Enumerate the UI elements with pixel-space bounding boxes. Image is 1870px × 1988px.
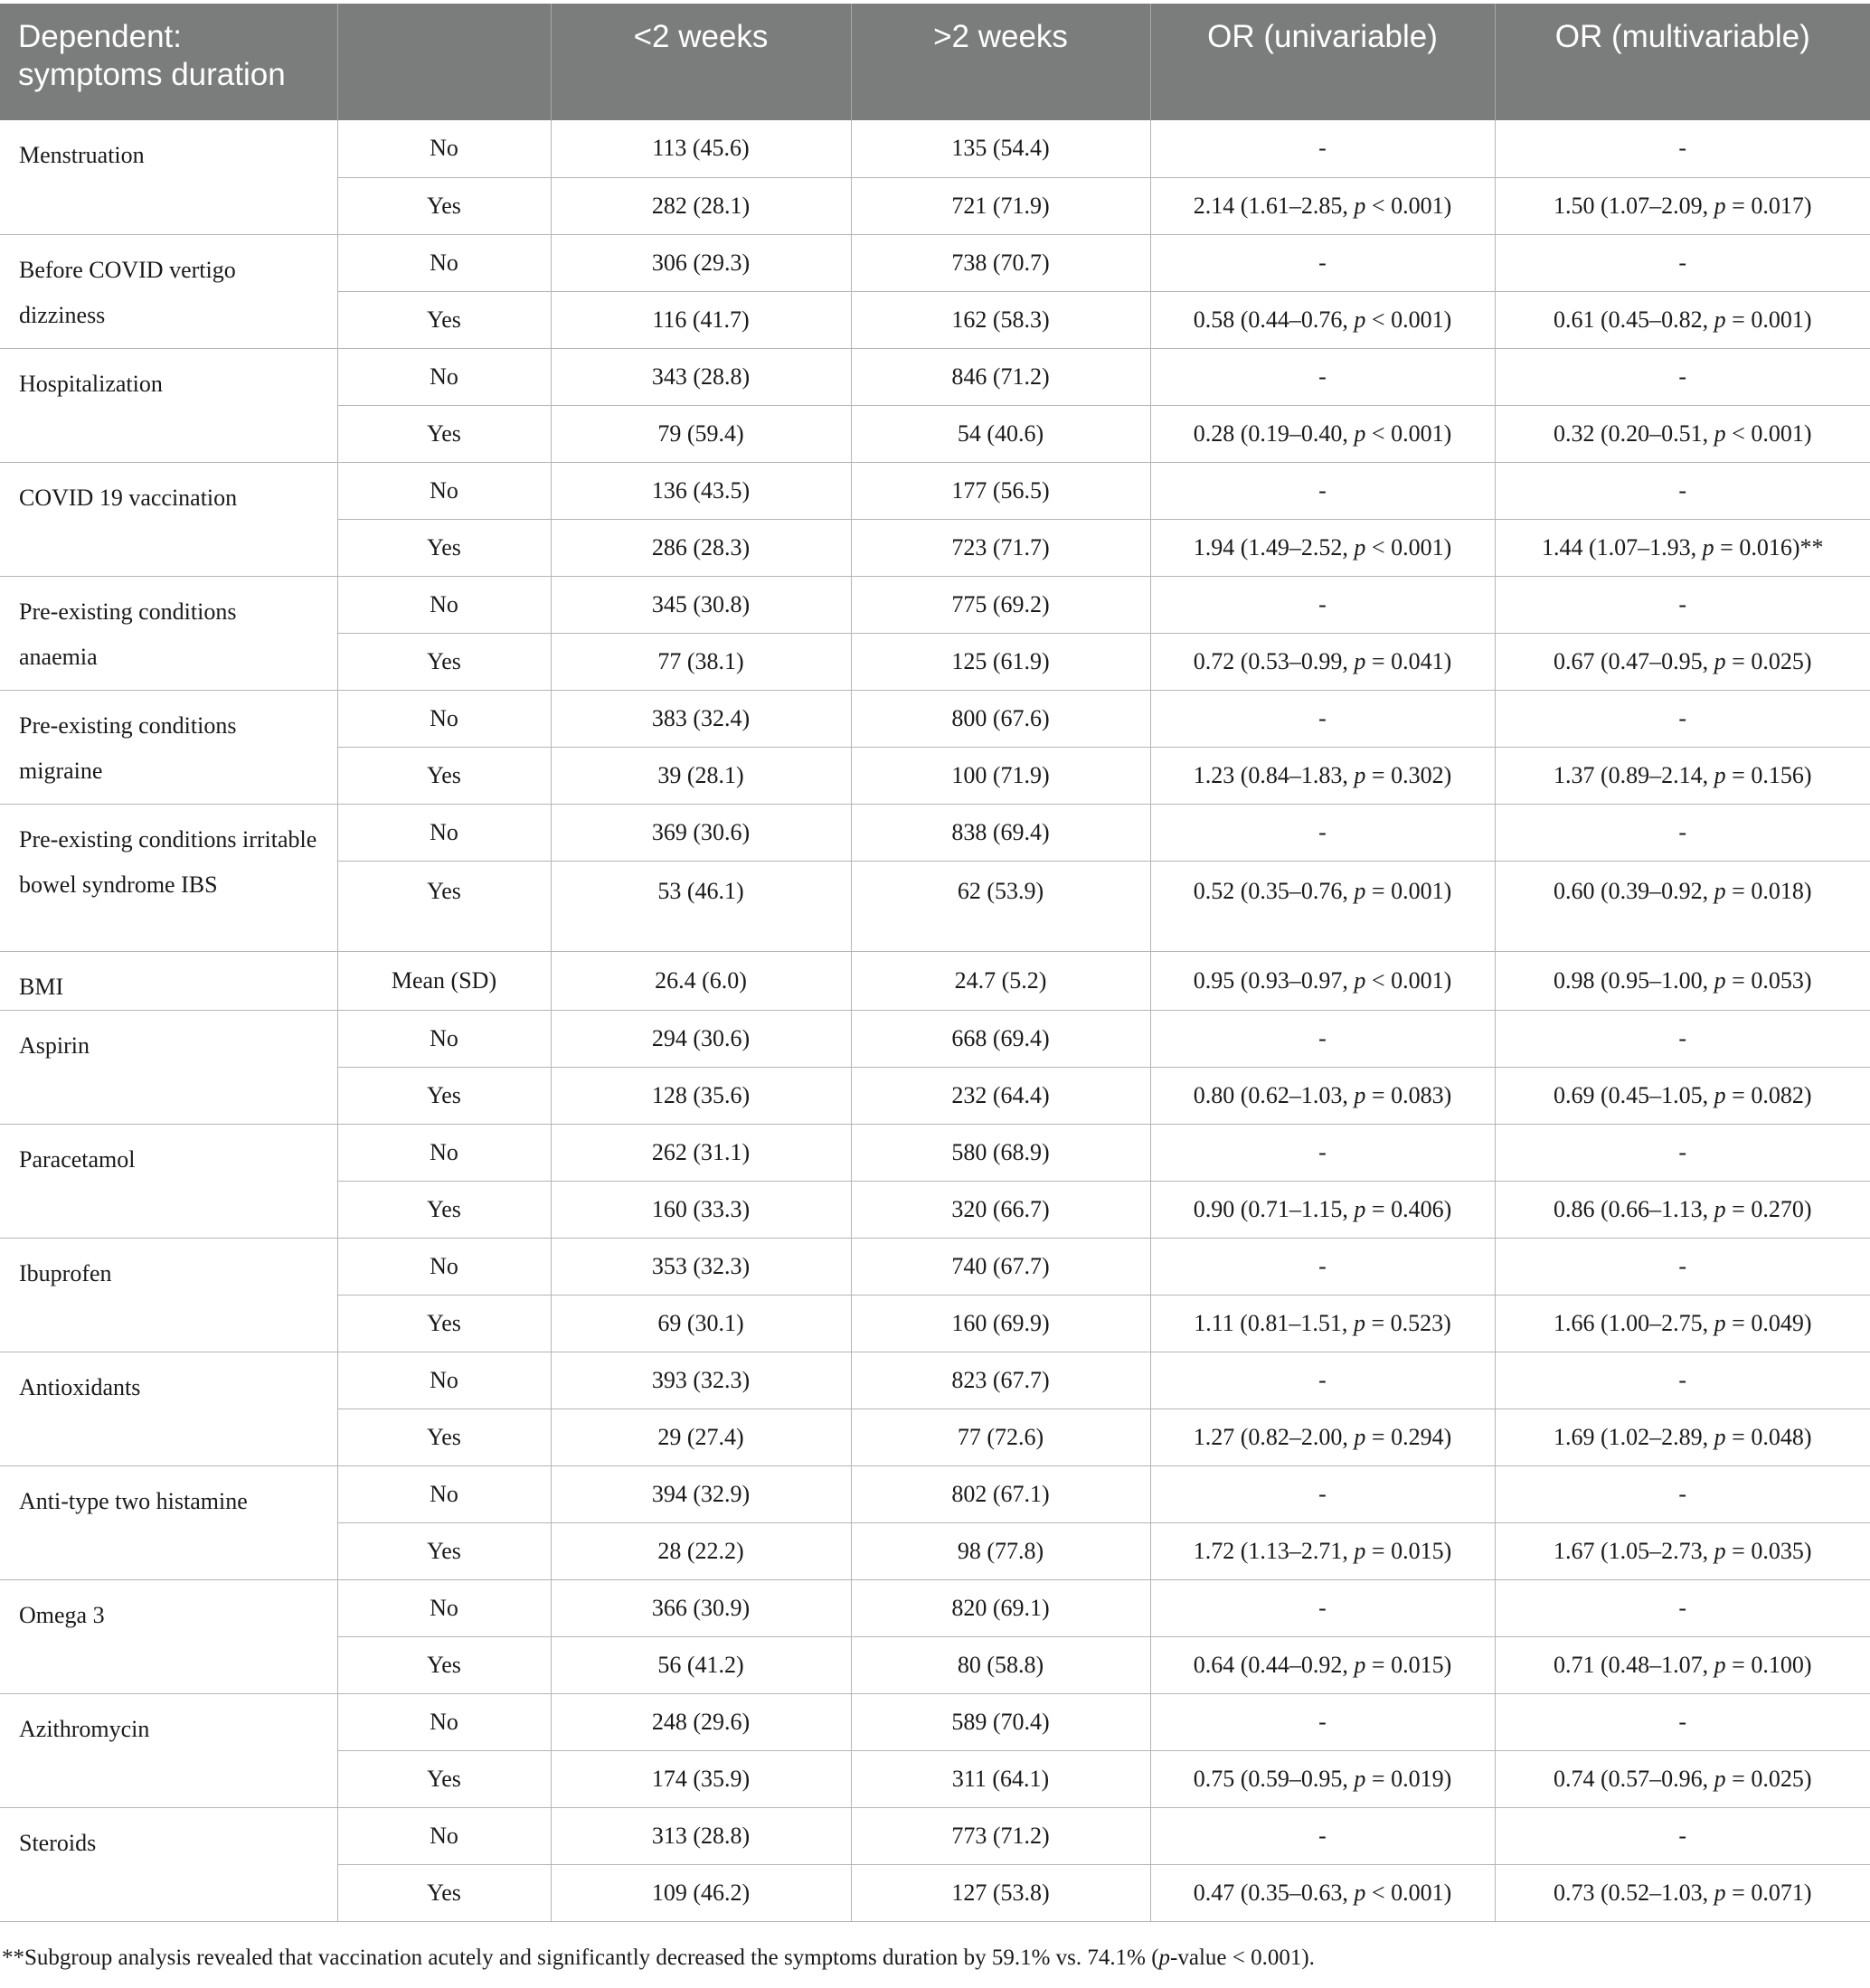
table-row [0, 690, 1870, 747]
or-univariable-cell: - [1150, 690, 1495, 747]
or-multivariable-cell: - [1495, 1579, 1870, 1636]
or-multivariable-cell: - [1495, 1124, 1870, 1181]
gt2-weeks-cell: 80 (58.8) [851, 1636, 1150, 1693]
lt2-weeks-cell: 28 (22.2) [551, 1522, 851, 1579]
or-univariable-cell: 0.80 (0.62–1.03, p = 0.083) [1150, 1067, 1495, 1124]
table-row [0, 1807, 1870, 1864]
level-cell: Yes [337, 1067, 551, 1124]
or-univariable-cell: 1.23 (0.84–1.83, p = 0.302) [1150, 747, 1495, 804]
or-multivariable-cell: - [1495, 804, 1870, 861]
gt2-weeks-cell: 721 (71.9) [851, 177, 1150, 234]
level-cell: Yes [337, 1750, 551, 1807]
or-univariable-cell: 0.95 (0.93–0.97, p < 0.001) [1150, 951, 1495, 1010]
or-multivariable-cell: 0.86 (0.66–1.13, p = 0.270) [1495, 1181, 1870, 1238]
level-cell: Yes [337, 633, 551, 690]
gt2-weeks-cell: 77 (72.6) [851, 1409, 1150, 1465]
or-multivariable-cell: 1.44 (1.07–1.93, p = 0.016)** [1495, 519, 1870, 576]
lt2-weeks-cell: 77 (38.1) [551, 633, 851, 690]
or-univariable-cell: 0.52 (0.35–0.76, p = 0.001) [1150, 861, 1495, 951]
gt2-weeks-cell: 62 (53.9) [851, 861, 1150, 951]
or-multivariable-cell: - [1495, 234, 1870, 291]
or-multivariable-cell: 1.66 (1.00–2.75, p = 0.049) [1495, 1295, 1870, 1352]
level-cell: No [337, 348, 551, 405]
gt2-weeks-cell: 160 (69.9) [851, 1295, 1150, 1352]
variable-name: COVID 19 vaccination [0, 462, 337, 576]
or-univariable-cell: 0.75 (0.59–0.95, p = 0.019) [1150, 1750, 1495, 1807]
results-table [0, 4, 1870, 1922]
level-cell: Yes [337, 291, 551, 348]
table-row [0, 234, 1870, 291]
gt2-weeks-cell: 820 (69.1) [851, 1579, 1150, 1636]
gt2-weeks-cell: 846 (71.2) [851, 348, 1150, 405]
or-multivariable-cell: 1.50 (1.07–2.09, p = 0.017) [1495, 177, 1870, 234]
lt2-weeks-cell: 136 (43.5) [551, 462, 851, 519]
variable-name: Antioxidants [0, 1352, 337, 1465]
or-univariable-cell: - [1150, 1693, 1495, 1750]
or-univariable-cell: 1.94 (1.49–2.52, p < 0.001) [1150, 519, 1495, 576]
lt2-weeks-cell: 160 (33.3) [551, 1181, 851, 1238]
level-cell: Yes [337, 405, 551, 462]
level-cell: Yes [337, 747, 551, 804]
gt2-weeks-cell: 800 (67.6) [851, 690, 1150, 747]
gt2-weeks-cell: 838 (69.4) [851, 804, 1150, 861]
lt2-weeks-cell: 306 (29.3) [551, 234, 851, 291]
header-or-multivariable: OR (multivariable) [1495, 4, 1870, 120]
level-cell: No [337, 120, 551, 177]
table-row [0, 1124, 1870, 1181]
variable-name: Menstruation [0, 120, 337, 234]
level-cell: No [337, 234, 551, 291]
level-cell: Yes [337, 1864, 551, 1921]
gt2-weeks-cell: 723 (71.7) [851, 519, 1150, 576]
or-univariable-cell: - [1150, 576, 1495, 633]
level-cell: Yes [337, 1636, 551, 1693]
level-cell: No [337, 1579, 551, 1636]
or-multivariable-cell: - [1495, 462, 1870, 519]
header-dependent: Dependent: symptoms duration [0, 4, 337, 120]
or-multivariable-cell: - [1495, 1010, 1870, 1067]
level-cell: Yes [337, 1409, 551, 1465]
or-univariable-cell: - [1150, 234, 1495, 291]
or-multivariable-cell: - [1495, 576, 1870, 633]
table-row [0, 1465, 1870, 1522]
or-univariable-cell: 2.14 (1.61–2.85, p < 0.001) [1150, 177, 1495, 234]
gt2-weeks-cell: 54 (40.6) [851, 405, 1150, 462]
or-multivariable-cell: - [1495, 1465, 1870, 1522]
or-multivariable-cell: 0.71 (0.48–1.07, p = 0.100) [1495, 1636, 1870, 1693]
lt2-weeks-cell: 39 (28.1) [551, 747, 851, 804]
lt2-weeks-cell: 26.4 (6.0) [551, 951, 851, 1010]
table-row [0, 120, 1870, 177]
table-row [0, 1238, 1870, 1295]
gt2-weeks-cell: 24.7 (5.2) [851, 951, 1150, 1010]
lt2-weeks-cell: 109 (46.2) [551, 1864, 851, 1921]
gt2-weeks-cell: 125 (61.9) [851, 633, 1150, 690]
level-cell: Yes [337, 861, 551, 951]
gt2-weeks-cell: 589 (70.4) [851, 1693, 1150, 1750]
gt2-weeks-cell: 738 (70.7) [851, 234, 1150, 291]
variable-name: Hospitalization [0, 348, 337, 462]
gt2-weeks-cell: 580 (68.9) [851, 1124, 1150, 1181]
gt2-weeks-cell: 668 (69.4) [851, 1010, 1150, 1067]
gt2-weeks-cell: 773 (71.2) [851, 1807, 1150, 1864]
table-row [0, 1693, 1870, 1750]
or-multivariable-cell: - [1495, 1238, 1870, 1295]
variable-name: Pre-existing conditions migraine [0, 690, 337, 804]
gt2-weeks-cell: 823 (67.7) [851, 1352, 1150, 1409]
lt2-weeks-cell: 113 (45.6) [551, 120, 851, 177]
table-row [0, 951, 1870, 1010]
or-univariable-cell: 0.47 (0.35–0.63, p < 0.001) [1150, 1864, 1495, 1921]
variable-name: Paracetamol [0, 1124, 337, 1238]
or-univariable-cell: 0.90 (0.71–1.15, p = 0.406) [1150, 1181, 1495, 1238]
lt2-weeks-cell: 116 (41.7) [551, 291, 851, 348]
lt2-weeks-cell: 393 (32.3) [551, 1352, 851, 1409]
lt2-weeks-cell: 345 (30.8) [551, 576, 851, 633]
or-univariable-cell: 1.72 (1.13–2.71, p = 0.015) [1150, 1522, 1495, 1579]
lt2-weeks-cell: 394 (32.9) [551, 1465, 851, 1522]
or-multivariable-cell: - [1495, 1693, 1870, 1750]
or-multivariable-cell: 0.98 (0.95–1.00, p = 0.053) [1495, 951, 1870, 1010]
or-univariable-cell: 0.72 (0.53–0.99, p = 0.041) [1150, 633, 1495, 690]
level-cell: No [337, 690, 551, 747]
table-row [0, 1352, 1870, 1409]
variable-name: Anti-type two histamine [0, 1465, 337, 1579]
level-cell: Mean (SD) [337, 951, 551, 1010]
level-cell: No [337, 1352, 551, 1409]
or-multivariable-cell: 0.32 (0.20–0.51, p < 0.001) [1495, 405, 1870, 462]
header-row [0, 4, 1870, 120]
header-lt2-weeks: <2 weeks [551, 4, 851, 120]
lt2-weeks-cell: 174 (35.9) [551, 1750, 851, 1807]
level-cell: Yes [337, 177, 551, 234]
level-cell: No [337, 1807, 551, 1864]
or-multivariable-cell: - [1495, 348, 1870, 405]
variable-name: Ibuprofen [0, 1238, 337, 1352]
variable-name: Aspirin [0, 1010, 337, 1124]
or-univariable-cell: 0.28 (0.19–0.40, p < 0.001) [1150, 405, 1495, 462]
or-univariable-cell: - [1150, 1579, 1495, 1636]
lt2-weeks-cell: 383 (32.4) [551, 690, 851, 747]
lt2-weeks-cell: 248 (29.6) [551, 1693, 851, 1750]
level-cell: No [337, 1238, 551, 1295]
or-multivariable-cell: 1.37 (0.89–2.14, p = 0.156) [1495, 747, 1870, 804]
lt2-weeks-cell: 286 (28.3) [551, 519, 851, 576]
gt2-weeks-cell: 177 (56.5) [851, 462, 1150, 519]
variable-name: Steroids [0, 1807, 337, 1921]
lt2-weeks-cell: 294 (30.6) [551, 1010, 851, 1067]
or-univariable-cell: 1.11 (0.81–1.51, p = 0.523) [1150, 1295, 1495, 1352]
level-cell: No [337, 1465, 551, 1522]
level-cell: Yes [337, 1181, 551, 1238]
or-multivariable-cell: 0.74 (0.57–0.96, p = 0.025) [1495, 1750, 1870, 1807]
lt2-weeks-cell: 69 (30.1) [551, 1295, 851, 1352]
footnote: **Subgroup analysis revealed that vaccination acutely and significantly decreased the symptoms duration by 59.1% vs. 74.1% (p-value < 0.001). [2, 1946, 1315, 1970]
or-univariable-cell: - [1150, 1352, 1495, 1409]
header-level [337, 4, 551, 120]
or-univariable-cell: - [1150, 1010, 1495, 1067]
variable-name: Omega 3 [0, 1579, 337, 1693]
variable-name: BMI [0, 951, 337, 1010]
or-univariable-cell: - [1150, 1465, 1495, 1522]
table-row [0, 348, 1870, 405]
gt2-weeks-cell: 232 (64.4) [851, 1067, 1150, 1124]
or-univariable-cell: - [1150, 462, 1495, 519]
gt2-weeks-cell: 311 (64.1) [851, 1750, 1150, 1807]
or-univariable-cell: - [1150, 1124, 1495, 1181]
gt2-weeks-cell: 775 (69.2) [851, 576, 1150, 633]
or-univariable-cell: 0.64 (0.44–0.92, p = 0.015) [1150, 1636, 1495, 1693]
level-cell: No [337, 1010, 551, 1067]
lt2-weeks-cell: 128 (35.6) [551, 1067, 851, 1124]
level-cell: No [337, 576, 551, 633]
or-multivariable-cell: 0.73 (0.52–1.03, p = 0.071) [1495, 1864, 1870, 1921]
lt2-weeks-cell: 29 (27.4) [551, 1409, 851, 1465]
level-cell: No [337, 1693, 551, 1750]
gt2-weeks-cell: 100 (71.9) [851, 747, 1150, 804]
gt2-weeks-cell: 802 (67.1) [851, 1465, 1150, 1522]
or-univariable-cell: - [1150, 1807, 1495, 1864]
lt2-weeks-cell: 353 (32.3) [551, 1238, 851, 1295]
lt2-weeks-cell: 366 (30.9) [551, 1579, 851, 1636]
variable-name: Pre-existing conditions anaemia [0, 576, 337, 690]
gt2-weeks-cell: 135 (54.4) [851, 120, 1150, 177]
or-multivariable-cell: 0.60 (0.39–0.92, p = 0.018) [1495, 861, 1870, 951]
level-cell: Yes [337, 519, 551, 576]
or-multivariable-cell: - [1495, 120, 1870, 177]
or-multivariable-cell: 1.69 (1.02–2.89, p = 0.048) [1495, 1409, 1870, 1465]
variable-name: Pre-existing conditions irritable bowel syndrome IBS [0, 804, 337, 951]
table-row [0, 1579, 1870, 1636]
level-cell: Yes [337, 1295, 551, 1352]
table-row [0, 1010, 1870, 1067]
or-multivariable-cell: - [1495, 1807, 1870, 1864]
or-univariable-cell: - [1150, 804, 1495, 861]
or-multivariable-cell: 0.69 (0.45–1.05, p = 0.082) [1495, 1067, 1870, 1124]
gt2-weeks-cell: 127 (53.8) [851, 1864, 1150, 1921]
lt2-weeks-cell: 313 (28.8) [551, 1807, 851, 1864]
or-multivariable-cell: 0.61 (0.45–0.82, p = 0.001) [1495, 291, 1870, 348]
lt2-weeks-cell: 282 (28.1) [551, 177, 851, 234]
or-univariable-cell: - [1150, 348, 1495, 405]
header-or-univariable: OR (univariable) [1150, 4, 1495, 120]
or-multivariable-cell: 0.67 (0.47–0.95, p = 0.025) [1495, 633, 1870, 690]
lt2-weeks-cell: 262 (31.1) [551, 1124, 851, 1181]
gt2-weeks-cell: 740 (67.7) [851, 1238, 1150, 1295]
table-row [0, 576, 1870, 633]
level-cell: No [337, 462, 551, 519]
table-row [0, 804, 1870, 861]
lt2-weeks-cell: 79 (59.4) [551, 405, 851, 462]
or-univariable-cell: 1.27 (0.82–2.00, p = 0.294) [1150, 1409, 1495, 1465]
or-univariable-cell: 0.58 (0.44–0.76, p < 0.001) [1150, 291, 1495, 348]
or-multivariable-cell: - [1495, 1352, 1870, 1409]
gt2-weeks-cell: 98 (77.8) [851, 1522, 1150, 1579]
table-row [0, 462, 1870, 519]
variable-name: Azithromycin [0, 1693, 337, 1807]
level-cell: Yes [337, 1522, 551, 1579]
or-univariable-cell: - [1150, 120, 1495, 177]
level-cell: No [337, 804, 551, 861]
or-univariable-cell: - [1150, 1238, 1495, 1295]
or-multivariable-cell: - [1495, 690, 1870, 747]
header-gt2-weeks: >2 weeks [851, 4, 1150, 120]
or-multivariable-cell: 1.67 (1.05–2.73, p = 0.035) [1495, 1522, 1870, 1579]
level-cell: No [337, 1124, 551, 1181]
lt2-weeks-cell: 343 (28.8) [551, 348, 851, 405]
variable-name: Before COVID vertigo dizziness [0, 234, 337, 348]
lt2-weeks-cell: 53 (46.1) [551, 861, 851, 951]
gt2-weeks-cell: 320 (66.7) [851, 1181, 1150, 1238]
lt2-weeks-cell: 56 (41.2) [551, 1636, 851, 1693]
lt2-weeks-cell: 369 (30.6) [551, 804, 851, 861]
gt2-weeks-cell: 162 (58.3) [851, 291, 1150, 348]
